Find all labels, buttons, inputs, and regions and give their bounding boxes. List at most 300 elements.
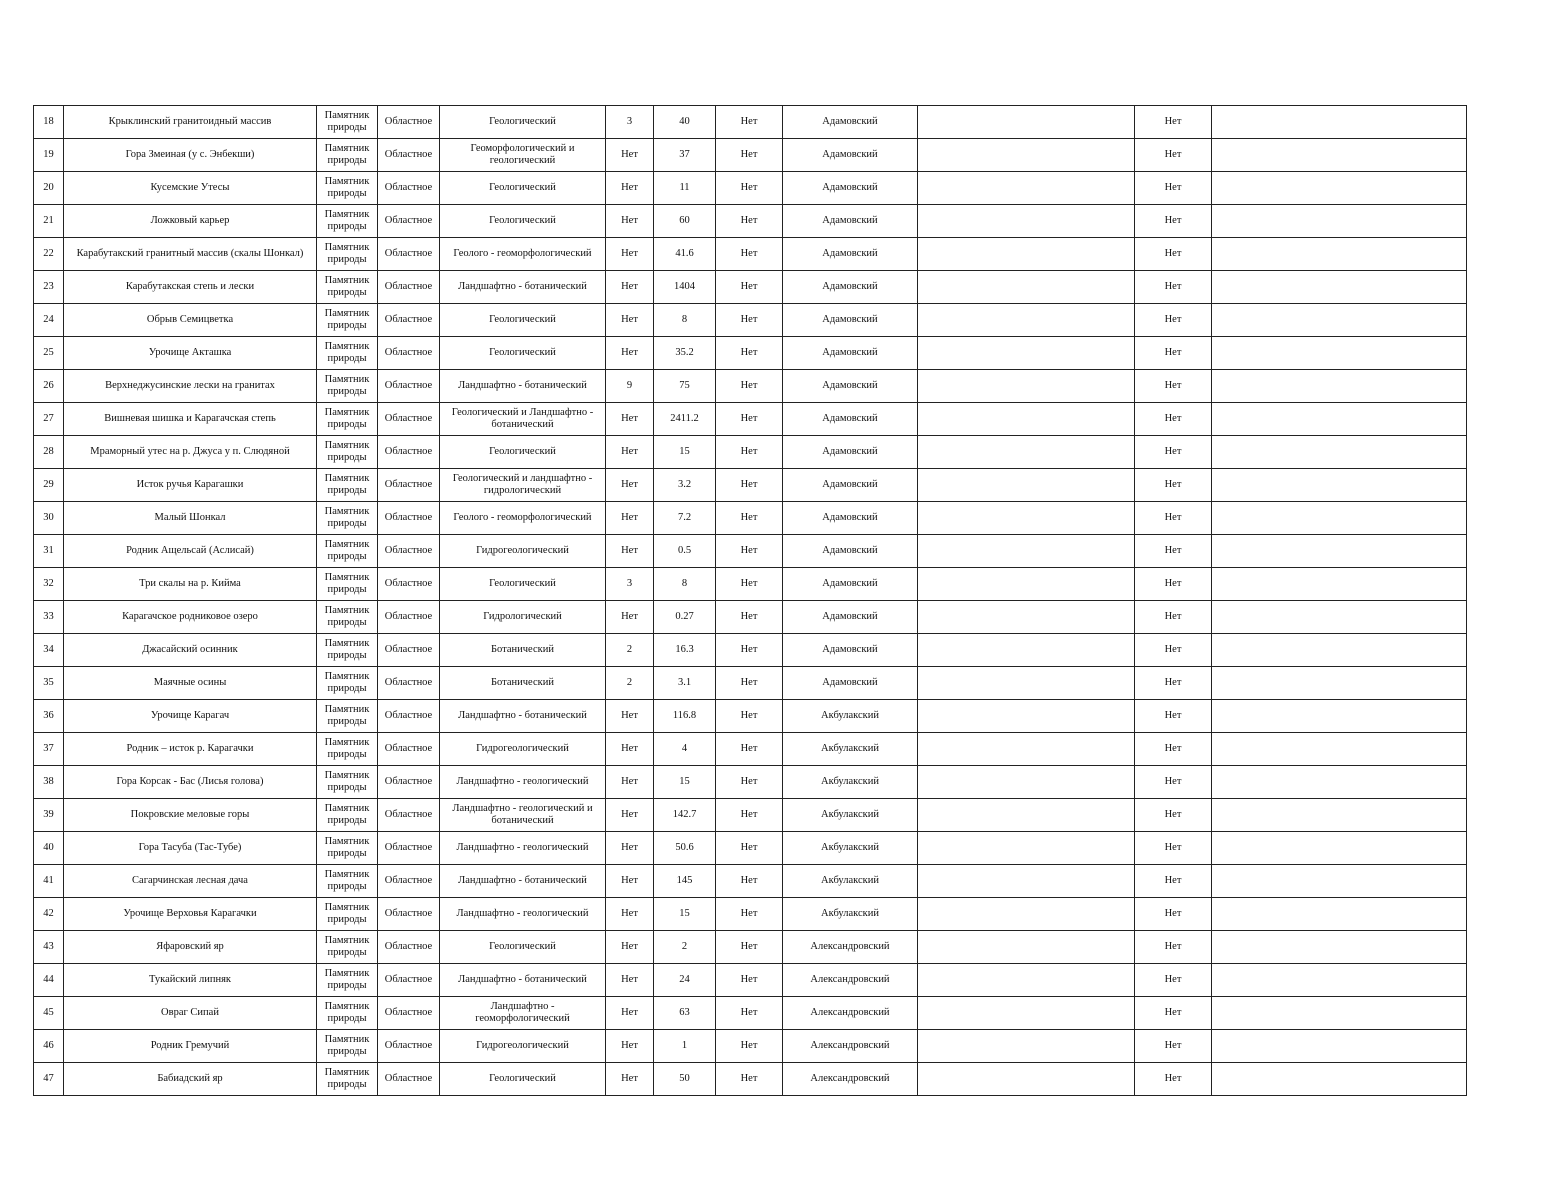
cell-name: Вишневая шишка и Карагачская степь xyxy=(64,403,317,436)
cell-col11 xyxy=(1212,304,1467,337)
cell-level: Областное xyxy=(378,832,440,865)
cell-col10: Нет xyxy=(1135,1030,1212,1063)
cell-name: Бабиадский яр xyxy=(64,1063,317,1096)
cell-col9 xyxy=(918,502,1135,535)
cell-number: 27 xyxy=(34,403,64,436)
cell-col10: Нет xyxy=(1135,370,1212,403)
cell-district: Александровский xyxy=(783,931,918,964)
cell-col10: Нет xyxy=(1135,799,1212,832)
cell-col7: Нет xyxy=(716,700,783,733)
cell-area: 1 xyxy=(654,1030,716,1063)
table-row xyxy=(34,997,1467,1030)
cell-col9 xyxy=(918,634,1135,667)
cell-col7: Нет xyxy=(716,469,783,502)
cell-col10: Нет xyxy=(1135,601,1212,634)
cell-area: 142.7 xyxy=(654,799,716,832)
cell-col7: Нет xyxy=(716,271,783,304)
cell-col10: Нет xyxy=(1135,766,1212,799)
cell-category: Памятник природы xyxy=(317,997,378,1030)
cell-name: Овраг Сипай xyxy=(64,997,317,1030)
cell-profile: Ландшафтно - геологический xyxy=(440,832,606,865)
cell-level: Областное xyxy=(378,502,440,535)
cell-name: Кусемские Утесы xyxy=(64,172,317,205)
cell-category: Памятник природы xyxy=(317,271,378,304)
table-row xyxy=(34,172,1467,205)
cell-name: Урочище Верховья Карагачки xyxy=(64,898,317,931)
cell-profile: Ландшафтно - геологический и ботанический xyxy=(440,799,606,832)
cell-number: 30 xyxy=(34,502,64,535)
cell-col5: Нет xyxy=(606,898,654,931)
cell-col7: Нет xyxy=(716,1030,783,1063)
cell-number: 34 xyxy=(34,634,64,667)
cell-col11 xyxy=(1212,997,1467,1030)
cell-district: Адамовский xyxy=(783,271,918,304)
cell-col11 xyxy=(1212,832,1467,865)
cell-district: Александровский xyxy=(783,997,918,1030)
cell-col5: Нет xyxy=(606,997,654,1030)
cell-name: Яфаровский яр xyxy=(64,931,317,964)
cell-name: Исток ручья Карагашки xyxy=(64,469,317,502)
cell-category: Памятник природы xyxy=(317,205,378,238)
cell-number: 45 xyxy=(34,997,64,1030)
table-row xyxy=(34,106,1467,139)
cell-col5: Нет xyxy=(606,271,654,304)
cell-area: 15 xyxy=(654,436,716,469)
cell-number: 25 xyxy=(34,337,64,370)
cell-level: Областное xyxy=(378,172,440,205)
cell-level: Областное xyxy=(378,733,440,766)
cell-col7: Нет xyxy=(716,436,783,469)
cell-district: Адамовский xyxy=(783,205,918,238)
cell-number: 21 xyxy=(34,205,64,238)
cell-district: Акбулакский xyxy=(783,898,918,931)
cell-level: Областное xyxy=(378,1063,440,1096)
cell-number: 35 xyxy=(34,667,64,700)
cell-col5: 2 xyxy=(606,634,654,667)
cell-level: Областное xyxy=(378,139,440,172)
cell-col5: 3 xyxy=(606,106,654,139)
cell-profile: Ландшафтно - геологический xyxy=(440,898,606,931)
cell-area: 4 xyxy=(654,733,716,766)
cell-col7: Нет xyxy=(716,733,783,766)
cell-profile: Геологический xyxy=(440,172,606,205)
cell-area: 145 xyxy=(654,865,716,898)
cell-col11 xyxy=(1212,436,1467,469)
cell-col10: Нет xyxy=(1135,667,1212,700)
cell-area: 8 xyxy=(654,304,716,337)
cell-profile: Геологический xyxy=(440,106,606,139)
cell-col10: Нет xyxy=(1135,271,1212,304)
cell-col7: Нет xyxy=(716,568,783,601)
cell-col11 xyxy=(1212,733,1467,766)
cell-category: Памятник природы xyxy=(317,799,378,832)
cell-profile: Ландшафтно - ботанический xyxy=(440,964,606,997)
cell-number: 22 xyxy=(34,238,64,271)
cell-area: 2411.2 xyxy=(654,403,716,436)
cell-name: Обрыв Семицветка xyxy=(64,304,317,337)
cell-district: Адамовский xyxy=(783,634,918,667)
cell-name: Урочище Акташка xyxy=(64,337,317,370)
cell-col10: Нет xyxy=(1135,337,1212,370)
cell-col5: Нет xyxy=(606,403,654,436)
cell-category: Памятник природы xyxy=(317,832,378,865)
table-row xyxy=(34,766,1467,799)
cell-col9 xyxy=(918,205,1135,238)
table-row xyxy=(34,898,1467,931)
table-row xyxy=(34,304,1467,337)
cell-level: Областное xyxy=(378,370,440,403)
cell-col5: Нет xyxy=(606,766,654,799)
cell-col7: Нет xyxy=(716,865,783,898)
table-row xyxy=(34,667,1467,700)
cell-level: Областное xyxy=(378,700,440,733)
cell-name: Сагарчинская лесная дача xyxy=(64,865,317,898)
cell-district: Акбулакский xyxy=(783,733,918,766)
cell-number: 47 xyxy=(34,1063,64,1096)
cell-number: 32 xyxy=(34,568,64,601)
cell-number: 24 xyxy=(34,304,64,337)
cell-profile: Геологический xyxy=(440,931,606,964)
cell-col11 xyxy=(1212,700,1467,733)
cell-name: Родник Ащельсай (Аслисай) xyxy=(64,535,317,568)
cell-profile: Геологический xyxy=(440,436,606,469)
cell-number: 38 xyxy=(34,766,64,799)
cell-col11 xyxy=(1212,271,1467,304)
cell-name: Карагачское родниковое озеро xyxy=(64,601,317,634)
cell-level: Областное xyxy=(378,964,440,997)
cell-number: 29 xyxy=(34,469,64,502)
cell-category: Памятник природы xyxy=(317,766,378,799)
cell-area: 40 xyxy=(654,106,716,139)
cell-col9 xyxy=(918,535,1135,568)
cell-area: 24 xyxy=(654,964,716,997)
cell-col7: Нет xyxy=(716,964,783,997)
cell-col9 xyxy=(918,964,1135,997)
cell-profile: Геолого - геоморфологический xyxy=(440,238,606,271)
table-row xyxy=(34,469,1467,502)
cell-name: Маячные осины xyxy=(64,667,317,700)
cell-profile: Гидрогеологический xyxy=(440,535,606,568)
cell-col9 xyxy=(918,997,1135,1030)
cell-col11 xyxy=(1212,601,1467,634)
cell-col10: Нет xyxy=(1135,733,1212,766)
cell-col9 xyxy=(918,865,1135,898)
cell-area: 35.2 xyxy=(654,337,716,370)
cell-col9 xyxy=(918,700,1135,733)
cell-area: 15 xyxy=(654,766,716,799)
cell-district: Адамовский xyxy=(783,304,918,337)
table-row xyxy=(34,403,1467,436)
cell-profile: Ботанический xyxy=(440,634,606,667)
cell-area: 63 xyxy=(654,997,716,1030)
cell-profile: Гидрогеологический xyxy=(440,733,606,766)
cell-col11 xyxy=(1212,106,1467,139)
cell-area: 116.8 xyxy=(654,700,716,733)
cell-col10: Нет xyxy=(1135,238,1212,271)
cell-col9 xyxy=(918,403,1135,436)
cell-col9 xyxy=(918,1063,1135,1096)
cell-profile: Ботанический xyxy=(440,667,606,700)
cell-col11 xyxy=(1212,337,1467,370)
cell-col10: Нет xyxy=(1135,898,1212,931)
cell-profile: Геологический xyxy=(440,304,606,337)
cell-name: Ложковый карьер xyxy=(64,205,317,238)
cell-district: Адамовский xyxy=(783,106,918,139)
cell-col11 xyxy=(1212,403,1467,436)
cell-col7: Нет xyxy=(716,502,783,535)
cell-col10: Нет xyxy=(1135,469,1212,502)
cell-col10: Нет xyxy=(1135,436,1212,469)
cell-name: Джасайский осинник xyxy=(64,634,317,667)
cell-level: Областное xyxy=(378,667,440,700)
cell-profile: Ландшафтно - геологический xyxy=(440,766,606,799)
cell-category: Памятник природы xyxy=(317,1030,378,1063)
cell-district: Александровский xyxy=(783,1063,918,1096)
cell-col7: Нет xyxy=(716,238,783,271)
cell-col7: Нет xyxy=(716,799,783,832)
cell-col5: Нет xyxy=(606,964,654,997)
table-row xyxy=(34,700,1467,733)
table-row xyxy=(34,931,1467,964)
cell-name: Карабутакский гранитный массив (скалы Шонкал) xyxy=(64,238,317,271)
table-row xyxy=(34,865,1467,898)
cell-level: Областное xyxy=(378,337,440,370)
cell-col11 xyxy=(1212,469,1467,502)
cell-col10: Нет xyxy=(1135,700,1212,733)
cell-district: Адамовский xyxy=(783,139,918,172)
cell-col5: Нет xyxy=(606,931,654,964)
cell-number: 20 xyxy=(34,172,64,205)
cell-col9 xyxy=(918,238,1135,271)
cell-col9 xyxy=(918,733,1135,766)
cell-col5: Нет xyxy=(606,304,654,337)
cell-category: Памятник природы xyxy=(317,667,378,700)
cell-category: Памятник природы xyxy=(317,238,378,271)
cell-area: 2 xyxy=(654,931,716,964)
cell-profile: Ландшафтно - ботанический xyxy=(440,865,606,898)
cell-col7: Нет xyxy=(716,898,783,931)
cell-district: Адамовский xyxy=(783,469,918,502)
cell-col9 xyxy=(918,799,1135,832)
cell-category: Памятник природы xyxy=(317,700,378,733)
cell-name: Мраморный утес на р. Джуса у п. Слюдяной xyxy=(64,436,317,469)
cell-category: Памятник природы xyxy=(317,502,378,535)
cell-col9 xyxy=(918,1030,1135,1063)
cell-category: Памятник природы xyxy=(317,139,378,172)
cell-col9 xyxy=(918,106,1135,139)
cell-col9 xyxy=(918,271,1135,304)
cell-number: 40 xyxy=(34,832,64,865)
cell-number: 28 xyxy=(34,436,64,469)
cell-district: Адамовский xyxy=(783,403,918,436)
cell-col9 xyxy=(918,667,1135,700)
cell-area: 50 xyxy=(654,1063,716,1096)
cell-col5: Нет xyxy=(606,436,654,469)
cell-district: Адамовский xyxy=(783,238,918,271)
cell-col11 xyxy=(1212,205,1467,238)
cell-col11 xyxy=(1212,238,1467,271)
cell-col5: Нет xyxy=(606,469,654,502)
cell-col10: Нет xyxy=(1135,964,1212,997)
cell-profile: Геологический и ландшафтно - гидрологический xyxy=(440,469,606,502)
cell-profile: Гидрогеологический xyxy=(440,1030,606,1063)
cell-level: Областное xyxy=(378,1030,440,1063)
cell-col7: Нет xyxy=(716,172,783,205)
cell-district: Александровский xyxy=(783,1030,918,1063)
cell-number: 42 xyxy=(34,898,64,931)
cell-district: Адамовский xyxy=(783,568,918,601)
cell-col7: Нет xyxy=(716,997,783,1030)
cell-district: Акбулакский xyxy=(783,700,918,733)
cell-col11 xyxy=(1212,634,1467,667)
cell-col5: 9 xyxy=(606,370,654,403)
cell-district: Адамовский xyxy=(783,601,918,634)
cell-category: Памятник природы xyxy=(317,304,378,337)
cell-col5: Нет xyxy=(606,172,654,205)
cell-category: Памятник природы xyxy=(317,172,378,205)
cell-col9 xyxy=(918,568,1135,601)
cell-name: Гора Тасуба (Тас-Тубе) xyxy=(64,832,317,865)
cell-col5: Нет xyxy=(606,205,654,238)
cell-col7: Нет xyxy=(716,370,783,403)
protected-areas-table xyxy=(33,105,1467,1096)
cell-col10: Нет xyxy=(1135,931,1212,964)
cell-col10: Нет xyxy=(1135,997,1212,1030)
table-row xyxy=(34,502,1467,535)
table-row xyxy=(34,1063,1467,1096)
cell-col5: Нет xyxy=(606,700,654,733)
cell-col9 xyxy=(918,172,1135,205)
cell-profile: Ландшафтно - ботанический xyxy=(440,370,606,403)
cell-level: Областное xyxy=(378,271,440,304)
cell-level: Областное xyxy=(378,634,440,667)
cell-col11 xyxy=(1212,139,1467,172)
cell-number: 31 xyxy=(34,535,64,568)
cell-level: Областное xyxy=(378,535,440,568)
cell-level: Областное xyxy=(378,898,440,931)
cell-area: 3.1 xyxy=(654,667,716,700)
cell-col5: Нет xyxy=(606,1063,654,1096)
cell-level: Областное xyxy=(378,436,440,469)
cell-level: Областное xyxy=(378,238,440,271)
cell-district: Адамовский xyxy=(783,337,918,370)
cell-number: 19 xyxy=(34,139,64,172)
cell-col5: Нет xyxy=(606,1030,654,1063)
cell-number: 26 xyxy=(34,370,64,403)
cell-profile: Ландшафтно - ботанический xyxy=(440,700,606,733)
cell-col7: Нет xyxy=(716,601,783,634)
cell-col11 xyxy=(1212,172,1467,205)
cell-col5: 3 xyxy=(606,568,654,601)
cell-name: Карабутакская степь и лески xyxy=(64,271,317,304)
cell-category: Памятник природы xyxy=(317,337,378,370)
cell-profile: Геологический xyxy=(440,337,606,370)
cell-col10: Нет xyxy=(1135,865,1212,898)
cell-col9 xyxy=(918,436,1135,469)
cell-area: 1404 xyxy=(654,271,716,304)
table-row xyxy=(34,139,1467,172)
cell-district: Адамовский xyxy=(783,436,918,469)
cell-col11 xyxy=(1212,799,1467,832)
cell-col5: 2 xyxy=(606,667,654,700)
cell-col10: Нет xyxy=(1135,832,1212,865)
cell-col5: Нет xyxy=(606,832,654,865)
cell-col11 xyxy=(1212,931,1467,964)
cell-level: Областное xyxy=(378,865,440,898)
cell-profile: Геологический xyxy=(440,205,606,238)
cell-level: Областное xyxy=(378,304,440,337)
cell-col5: Нет xyxy=(606,799,654,832)
cell-col9 xyxy=(918,304,1135,337)
cell-col7: Нет xyxy=(716,634,783,667)
cell-number: 33 xyxy=(34,601,64,634)
cell-col11 xyxy=(1212,865,1467,898)
cell-profile: Геоморфологический и геологический xyxy=(440,139,606,172)
cell-district: Адамовский xyxy=(783,370,918,403)
table-row xyxy=(34,436,1467,469)
cell-col5: Нет xyxy=(606,502,654,535)
cell-number: 46 xyxy=(34,1030,64,1063)
cell-area: 15 xyxy=(654,898,716,931)
cell-district: Акбулакский xyxy=(783,832,918,865)
cell-col5: Нет xyxy=(606,238,654,271)
cell-district: Акбулакский xyxy=(783,766,918,799)
cell-category: Памятник природы xyxy=(317,964,378,997)
cell-col5: Нет xyxy=(606,337,654,370)
cell-col7: Нет xyxy=(716,535,783,568)
table-row xyxy=(34,733,1467,766)
cell-col11 xyxy=(1212,535,1467,568)
cell-profile: Гидрологический xyxy=(440,601,606,634)
cell-col10: Нет xyxy=(1135,568,1212,601)
cell-number: 36 xyxy=(34,700,64,733)
cell-name: Родник Гремучий xyxy=(64,1030,317,1063)
cell-col7: Нет xyxy=(716,106,783,139)
cell-col7: Нет xyxy=(716,403,783,436)
cell-district: Адамовский xyxy=(783,172,918,205)
cell-category: Памятник природы xyxy=(317,535,378,568)
cell-col9 xyxy=(918,931,1135,964)
cell-profile: Ландшафтно - геоморфологический xyxy=(440,997,606,1030)
cell-area: 8 xyxy=(654,568,716,601)
cell-col9 xyxy=(918,337,1135,370)
cell-col7: Нет xyxy=(716,337,783,370)
cell-col9 xyxy=(918,832,1135,865)
cell-district: Адамовский xyxy=(783,502,918,535)
cell-name: Тукайский липняк xyxy=(64,964,317,997)
cell-col10: Нет xyxy=(1135,304,1212,337)
cell-number: 37 xyxy=(34,733,64,766)
cell-col10: Нет xyxy=(1135,1063,1212,1096)
cell-level: Областное xyxy=(378,106,440,139)
cell-profile: Геологический xyxy=(440,568,606,601)
cell-profile: Геологический xyxy=(440,1063,606,1096)
cell-level: Областное xyxy=(378,601,440,634)
cell-area: 3.2 xyxy=(654,469,716,502)
cell-number: 43 xyxy=(34,931,64,964)
cell-level: Областное xyxy=(378,799,440,832)
cell-col5: Нет xyxy=(606,865,654,898)
cell-col11 xyxy=(1212,370,1467,403)
cell-col5: Нет xyxy=(606,139,654,172)
cell-col11 xyxy=(1212,1030,1467,1063)
cell-profile: Геологический и Ландшафтно - ботанический xyxy=(440,403,606,436)
table-row xyxy=(34,832,1467,865)
cell-col7: Нет xyxy=(716,766,783,799)
cell-level: Областное xyxy=(378,931,440,964)
cell-number: 41 xyxy=(34,865,64,898)
cell-level: Областное xyxy=(378,997,440,1030)
